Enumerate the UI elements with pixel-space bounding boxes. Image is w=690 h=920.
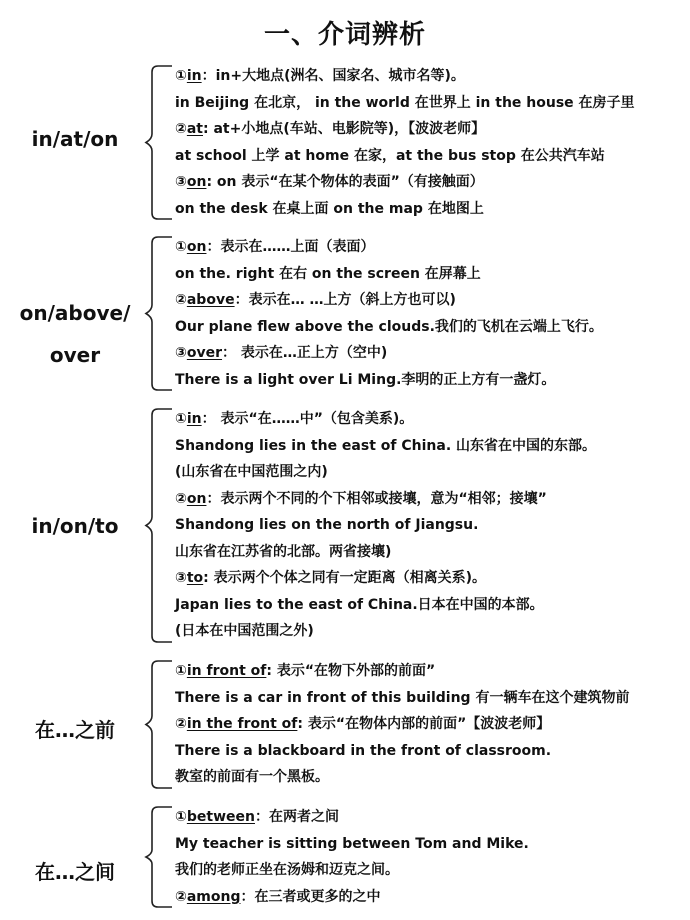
example-line: Japan lies to the east of China.日本在中国的本部。 [175, 596, 544, 613]
entry-line: ③on: on 表示“在某个物体的表面”（有接触面） [175, 174, 484, 190]
example-line: 我们的老师正坐在汤姆和迈克之间。 [175, 862, 399, 878]
example-line: Shandong lies in the east of China. 山东省在中国的东部。 [175, 437, 597, 454]
entry-line: ③to: 表示两个个体之同有一定距离（相离关系)。 [175, 570, 487, 586]
example-line: My teacher is sitting between Tom and Mike. [175, 835, 529, 852]
entry-line: ①in：in+大地点(洲名、国家名、城市名等)。 [175, 68, 465, 84]
entry-line: ②at: at+小地点(车站、电影院等)，【波波老师】 [175, 121, 486, 137]
section-lines [175, 658, 629, 791]
section-lines [175, 63, 635, 222]
example-line: Our plane flew above the clouds.我们的飞机在云端上飞行。 [175, 318, 603, 335]
example-line: 教室的前面有一个黑板。 [175, 769, 329, 785]
example-line: on the desk 在桌上面 on the map 在地图上 [175, 200, 484, 217]
example-line: There is a car in front of this building 有一辆车在这个建筑物前 [175, 689, 630, 706]
section-lines [175, 234, 603, 393]
entry-line: ②above：表示在… …上方（斜上方也可以) [175, 292, 456, 308]
brace-icon [136, 63, 176, 222]
entry-line: ①in： 表示“在……中”（包含美系)。 [175, 411, 414, 427]
entry-line: ③over： 表示在…正上方（空中) [175, 345, 388, 361]
brace-icon [136, 804, 176, 910]
label-line: on/above/ [19, 301, 131, 325]
example-line: on the. right 在右 on the screen 在屏幕上 [175, 265, 481, 282]
entry-line: ①in front of: 表示“在物下外部的前面” [175, 663, 436, 679]
brace-icon [136, 234, 176, 393]
page-title: 一、介词辨析 [263, 20, 426, 50]
section-label [10, 852, 140, 892]
example-line: 山东省在江苏省的北部。两省接壤) [175, 543, 392, 560]
entry-line: ①on：表示在……上面（表面） [175, 239, 375, 255]
example-line: (山东省在中国范围之内) [175, 464, 328, 480]
label-line: 在…之间 [35, 860, 115, 884]
brace-icon [136, 658, 176, 791]
label-line: 在…之前 [35, 718, 115, 742]
section-label [10, 119, 140, 159]
label-line: in/on/to [31, 514, 119, 538]
example-line: There is a blackboard in the front of classroom. [175, 742, 552, 759]
label-line: over [49, 343, 101, 367]
section-lines [175, 804, 529, 910]
label-line: in/at/on [31, 127, 119, 151]
entry-line: ①between：在两者之间 [175, 809, 339, 825]
section-label [10, 506, 140, 546]
example-line: Shandong lies on the north of Jiangsu. [175, 517, 479, 533]
section-lines [175, 406, 596, 645]
entry-line: ②in the front of: 表示“在物体内部的前面”【波波老师】 [175, 716, 551, 732]
entry-line: ②on：表示两个不同的个下相邻或接壤，意为“相邻；接壤” [175, 490, 547, 507]
example-line: There is a light over Li Ming.李明的正上方有一盏灯。 [175, 371, 556, 388]
brace-icon [136, 406, 176, 645]
entry-line: ②among：在三者或更多的之中 [175, 888, 381, 905]
section-label [10, 710, 140, 750]
example-line: (日本在中国范围之外) [175, 623, 314, 639]
example-line: at school 上学 at home 在家，at the bus stop 在公共汽车站 [175, 147, 605, 164]
section-label [10, 292, 140, 376]
example-line: in Beijing 在北京， in the world 在世界上 in the house 在房子里 [175, 94, 635, 111]
